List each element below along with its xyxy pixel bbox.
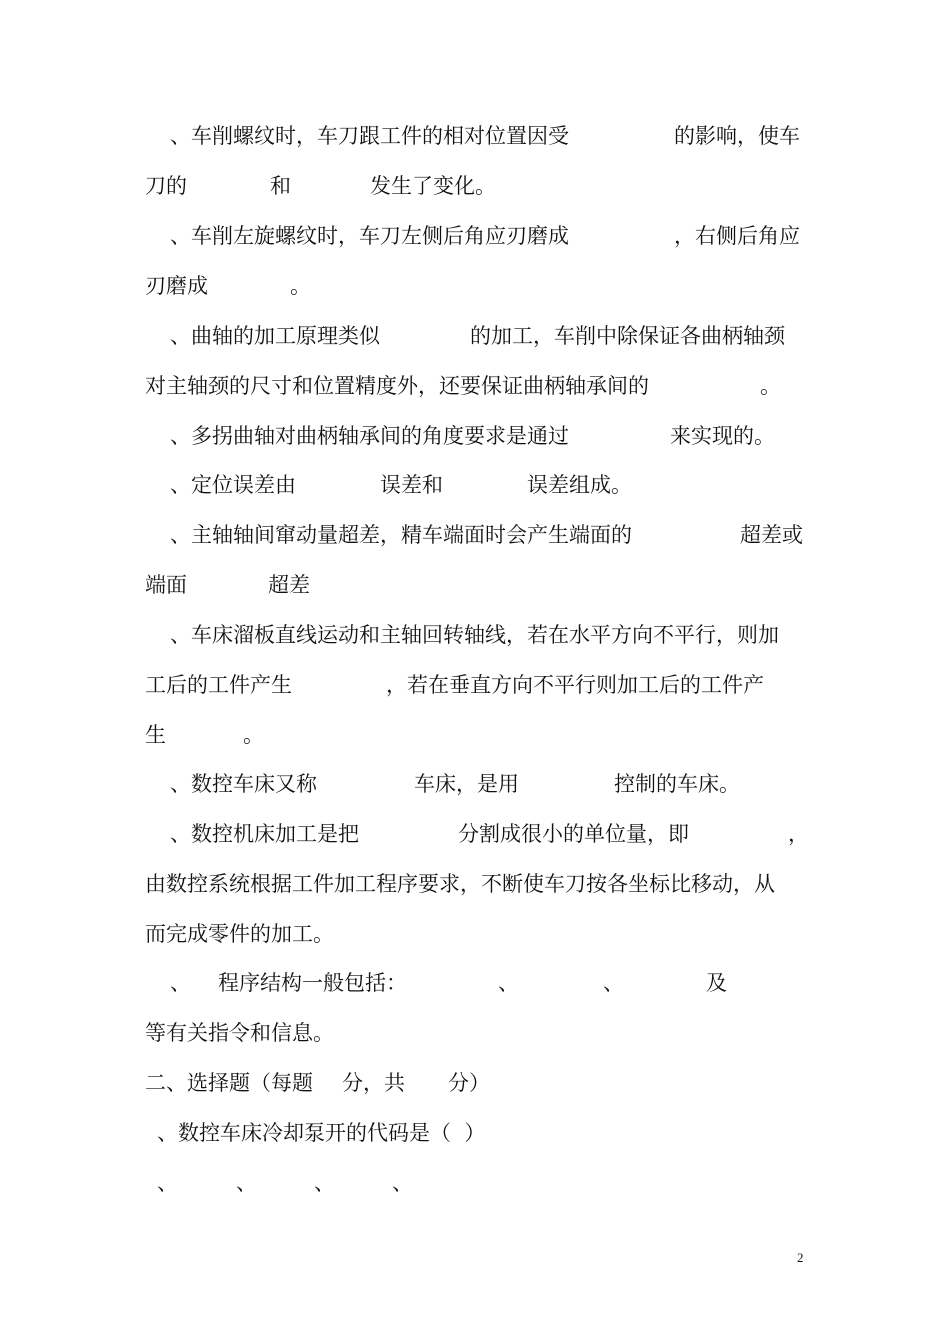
question-text: 程序结构一般包括： (218, 971, 407, 995)
question-8-line-1 (0, 768, 950, 800)
question-text: ， (788, 822, 809, 846)
question-text: 误差和 (380, 473, 443, 497)
option-marker: 、 (314, 1171, 335, 1195)
question-text: 发生了变化。 (370, 174, 496, 198)
question-text: 车床，是用 (414, 772, 519, 796)
question-text: 。 (760, 374, 781, 398)
question-text: 和 (270, 174, 291, 198)
section-heading-text: 分，共 (342, 1071, 405, 1095)
question-text: 超差或 (740, 523, 803, 547)
option-marker: 、 (236, 1171, 257, 1195)
question-6-line-1 (0, 519, 950, 551)
question-text: 误差组成。 (527, 473, 632, 497)
question-text: 分割成很小的单位量，即 (458, 822, 689, 846)
question-text: ，若在垂直方向不平行则加工后的工件产 (386, 673, 764, 697)
section-heading (0, 1067, 950, 1099)
question-2-line-2 (0, 270, 950, 302)
question-text: 、数控机床加工是把 (170, 822, 359, 846)
question-4-line-1 (0, 420, 950, 452)
choice-options (0, 1167, 950, 1199)
section-heading-text: 分） (448, 1071, 490, 1095)
page-number: 2 (797, 1250, 804, 1265)
question-text: 、车削左旋螺纹时，车刀左侧后角应刃磨成 (170, 224, 569, 248)
question-text: 、定位误差由 (170, 473, 296, 497)
question-text: 工后的工件产生 (145, 673, 292, 697)
question-text: 生 (145, 723, 166, 747)
question-text: 、主轴轴间窜动量超差，精车端面时会产生端面的 (170, 523, 632, 547)
question-text: 及 (706, 971, 727, 995)
question-1-line-1 (0, 120, 950, 152)
section-heading-text: 二、选择题（每题 (145, 1071, 313, 1095)
question-text: 、车削螺纹时，车刀跟工件的相对位置因受 (170, 124, 569, 148)
question-text: 端面 (145, 573, 187, 597)
option-marker: 、 (392, 1171, 413, 1195)
question-6-line-2 (0, 569, 950, 601)
question-text: 、 (498, 971, 519, 995)
question-3-line-1 (0, 320, 950, 352)
question-text: 的加工，车削中除保证各曲柄轴颈 (470, 324, 785, 348)
question-text: 由数控系统根据工件加工程序要求，不断使车刀按各坐标比移动，从 (145, 872, 775, 896)
choice-question-1 (0, 1117, 950, 1149)
question-5-line-1 (0, 469, 950, 501)
question-text: 。 (290, 274, 311, 298)
question-3-line-2 (0, 370, 950, 402)
question-7-line-3 (0, 719, 950, 751)
question-text: 对主轴颈的尺寸和位置精度外，还要保证曲柄轴承间的 (145, 374, 649, 398)
question-2-line-1 (0, 220, 950, 252)
question-text: 、 (603, 971, 624, 995)
question-7-line-2 (0, 669, 950, 701)
question-text: 而完成零件的加工。 (145, 922, 334, 946)
question-text: 、数控车床冷却泵开的代码是（ ） (157, 1121, 486, 1145)
question-7-line-1 (0, 619, 950, 651)
question-9-line-2 (0, 868, 950, 900)
option-marker: 、 (157, 1171, 178, 1195)
question-10-line-1 (0, 967, 950, 999)
question-10-line-2 (0, 1017, 950, 1049)
question-text: 的影响，使车 (674, 124, 800, 148)
question-text: 刀的 (145, 174, 187, 198)
question-1-line-2 (0, 170, 950, 202)
question-text: 来实现的。 (670, 424, 775, 448)
question-text: 等有关指令和信息。 (145, 1021, 334, 1045)
question-text: 、 (170, 971, 191, 995)
question-text: 、多拐曲轴对曲柄轴承间的角度要求是通过 (170, 424, 569, 448)
question-text: 。 (243, 723, 264, 747)
question-text: 超差 (268, 573, 310, 597)
question-text: 刃磨成 (145, 274, 208, 298)
question-text: 、曲轴的加工原理类似 (170, 324, 380, 348)
question-9-line-3 (0, 918, 950, 950)
question-text: ，右侧后角应 (674, 224, 800, 248)
question-9-line-1 (0, 818, 950, 850)
question-text: 、车床溜板直线运动和主轴回转轴线，若在水平方向不平行，则加 (170, 623, 779, 647)
question-text: 、数控车床又称 (170, 772, 317, 796)
question-text: 控制的车床。 (614, 772, 740, 796)
